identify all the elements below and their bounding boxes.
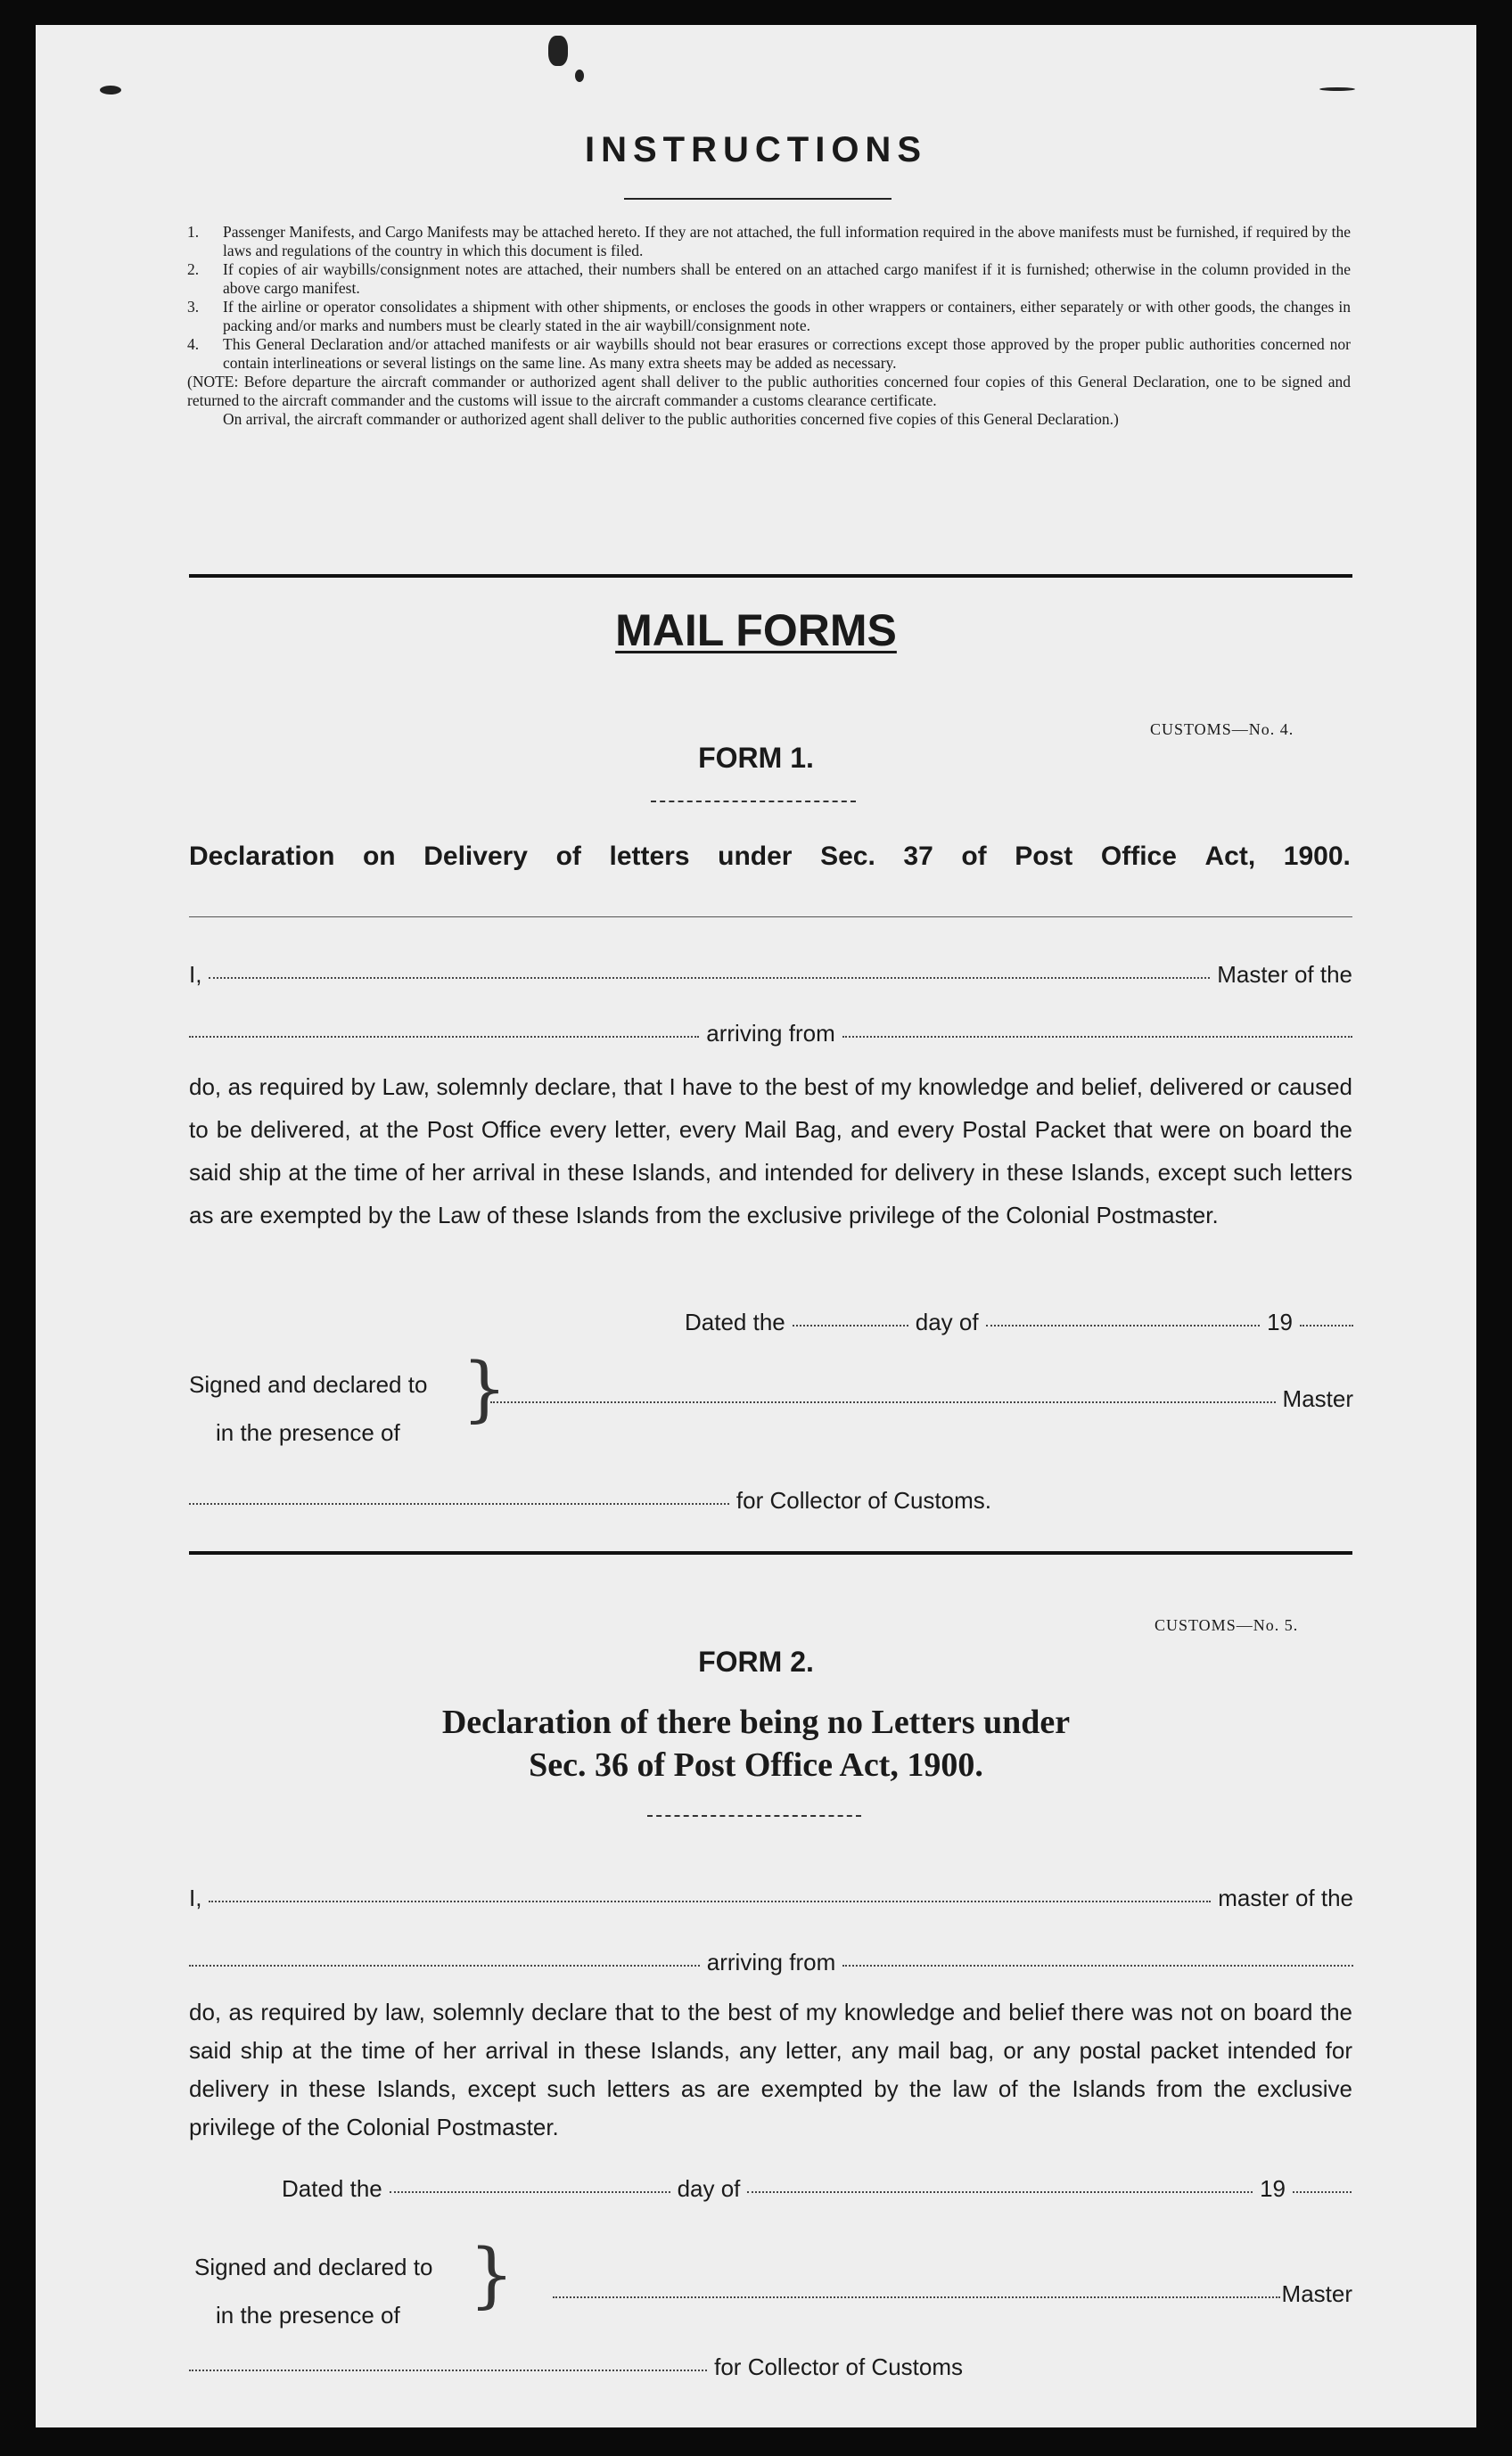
scan-speck — [575, 70, 584, 82]
month-blank[interactable] — [986, 1325, 1261, 1327]
note-arrival: On arrival, the aircraft commander or authorized agent shall deliver to the public authorities concerned five copies of this General Declaration.) — [223, 410, 1119, 428]
name-blank[interactable] — [209, 977, 1210, 979]
instruction-item — [187, 298, 1351, 335]
ship-blank[interactable] — [189, 1965, 700, 1967]
form2-arriving-line — [189, 1949, 1353, 1976]
form2-heading-line1: Declaration of there being no Letters under — [441, 1704, 1071, 1741]
heading-word: Post — [1015, 842, 1073, 871]
year-prefix: 19 — [1260, 2175, 1286, 2202]
form2-customs-number: CUSTOMS—No. 5. — [1155, 1616, 1299, 1634]
name-blank[interactable] — [209, 1901, 1211, 1902]
instruction-item — [187, 335, 1351, 373]
day-blank[interactable] — [793, 1325, 908, 1327]
form2-title-rule — [647, 1815, 861, 1817]
dated-the-label: Dated the — [685, 1309, 785, 1335]
heading-word: Office — [1100, 842, 1177, 871]
note-departure: (NOTE: Before departure the aircraft commander or authorized agent shall deliver to the public authorities concerned four copies of this General Declaration, one to be signed and returned to the aircraft commander and the customs will issue to the aircraft commander a customs clearance certificate. — [187, 373, 1351, 409]
instructions-list — [187, 223, 1351, 429]
master-signature-blank[interactable] — [553, 2296, 1280, 2298]
instruction-note — [187, 373, 1351, 429]
scan-speck — [548, 36, 568, 66]
instruction-number: 2. — [187, 260, 200, 278]
form1-declaration-body: do, as required by Law, solemnly declare, that I have to the best of my knowledge and belief, delivered or caused to be delivered, at the Post Office every letter, every Mail Bag, and every Postal Packet that were on board the said ship at the time of her arrival in these Islands, and intended for delivery in these Islands, except such letters as are exempted by the Law of these Islands from the exclusive privilege of the Colonial Postmaster. — [189, 1073, 1352, 1228]
heading-word: of — [961, 842, 987, 871]
heading-word: Delivery — [423, 842, 528, 871]
mail-forms-title: MAIL FORMS — [615, 605, 897, 655]
brace-icon: } — [469, 2233, 514, 2316]
arriving-from-label: arriving from — [706, 1020, 835, 1047]
form1-customs-number: CUSTOMS—No. 4. — [1150, 720, 1294, 738]
heading-word: Act, — [1204, 842, 1256, 871]
heading-word: Sec. — [820, 842, 875, 871]
document-page — [36, 25, 1476, 2427]
collector-label: for Collector of Customs. — [735, 1487, 991, 1514]
heading-word: letters — [609, 842, 690, 871]
scan-speck — [100, 86, 121, 94]
form1-signed-label — [189, 1360, 427, 1457]
instruction-number: 3. — [187, 298, 200, 316]
form2-master-line — [553, 2280, 1352, 2308]
form1-arriving-line — [189, 1020, 1352, 1047]
master-of-the-label: master of the — [1218, 1885, 1353, 1911]
signed-line1: Signed and declared to — [189, 1371, 428, 1398]
form1-heading — [189, 842, 1351, 872]
collector-label: for Collector of Customs — [714, 2353, 963, 2380]
dated-the-label: Dated the — [282, 2175, 382, 2202]
year-prefix: 19 — [1267, 1309, 1293, 1335]
scan-speck — [1319, 87, 1355, 91]
form2-name-line — [189, 1885, 1353, 1912]
heading-word: of — [555, 842, 581, 871]
section-divider — [189, 574, 1352, 578]
form2-date-line — [282, 2175, 1352, 2203]
day-of-label: day of — [915, 1309, 979, 1335]
signed-line1: Signed and declared to — [194, 2254, 433, 2280]
arriving-from-label: arriving from — [706, 1949, 836, 1975]
master-of-the-label: Master of the — [1217, 961, 1352, 988]
day-of-label: day of — [677, 2175, 741, 2202]
form1-title-rule — [651, 801, 856, 802]
master-label: Master — [1281, 2280, 1352, 2307]
instruction-number: 4. — [187, 335, 200, 353]
instruction-text: This General Declaration and/or attached manifests or air waybills should not bear erasures or corrections except those approved by the proper public authorities concerned nor contain interlineations or several listings on the same line. As many extra sheets may be added as necessary. — [223, 335, 1351, 372]
master-signature-blank[interactable] — [490, 1401, 1276, 1403]
form1-heading-rule — [189, 916, 1352, 917]
form1-collector-line — [189, 1487, 991, 1515]
instruction-text: If the airline or operator consolidates a shipment with other shipments, or encloses the goods in other wrappers or containers, either separately or with other goods, the changes in packing and/or marks and numbers must be clearly stated in the air waybill/consignment note. — [223, 298, 1351, 334]
title-underline — [624, 198, 892, 200]
heading-word: Declaration — [189, 842, 335, 871]
brace-icon: } — [462, 1347, 507, 1430]
instructions-title: INSTRUCTIONS — [585, 130, 927, 169]
form1-title: FORM 1. — [698, 742, 814, 774]
form2-declaration-body: do, as required by law, solemnly declare that to the best of my knowledge and belief there was not on board the said ship at the time of her arrival in these Islands, any letter, any mail bag, or any postal packet intended for delivery in these Islands, except such letters as are exempted by the law of the Islands from the exclusive privilege of the Colonial Postmaster. — [189, 1999, 1352, 2140]
form1-date-line — [685, 1309, 1353, 1336]
collector-signature-blank[interactable] — [189, 2370, 707, 2371]
form2-heading-line2: Sec. 36 of Post Office Act, 1900. — [529, 1746, 983, 1784]
instruction-number: 1. — [187, 223, 200, 241]
heading-word: under — [718, 842, 793, 871]
instruction-text: Passenger Manifests, and Cargo Manifests may be attached hereto. If they are not attached, the full information required in the above manifests must be furnished, if required by the laws and regulations of the country in which this document is filed. — [223, 223, 1351, 259]
instruction-item — [187, 223, 1351, 260]
month-blank[interactable] — [747, 2191, 1253, 2193]
form2-collector-line — [189, 2353, 963, 2381]
ship-blank[interactable] — [189, 1036, 699, 1038]
form2-heading — [36, 1701, 1476, 1787]
form1-name-line — [189, 961, 1352, 989]
form1-master-line — [490, 1385, 1353, 1413]
origin-blank[interactable] — [842, 1965, 1353, 1967]
instruction-item — [187, 260, 1351, 298]
year-blank[interactable] — [1293, 2191, 1352, 2193]
day-blank[interactable] — [390, 2191, 670, 2193]
heading-word: 1900. — [1283, 842, 1351, 871]
form2-signed-label — [194, 2243, 432, 2339]
signed-line2: in the presence of — [216, 2302, 400, 2329]
i-label: I, — [189, 961, 202, 988]
master-label: Master — [1282, 1385, 1353, 1412]
heading-word: 37 — [903, 842, 933, 871]
origin-blank[interactable] — [842, 1036, 1352, 1038]
i-label: I, — [189, 1885, 202, 1911]
instruction-text: If copies of air waybills/consignment notes are attached, their numbers shall be entered on an attached cargo manifest if it is furnished; otherwise in the column provided in the above cargo manifest. — [223, 260, 1351, 297]
heading-word: on — [362, 842, 396, 871]
collector-signature-blank[interactable] — [189, 1503, 729, 1505]
form2-title: FORM 2. — [698, 1646, 814, 1678]
year-blank[interactable] — [1300, 1325, 1353, 1327]
signed-line2: in the presence of — [216, 1419, 400, 1446]
form-divider — [189, 1551, 1352, 1555]
